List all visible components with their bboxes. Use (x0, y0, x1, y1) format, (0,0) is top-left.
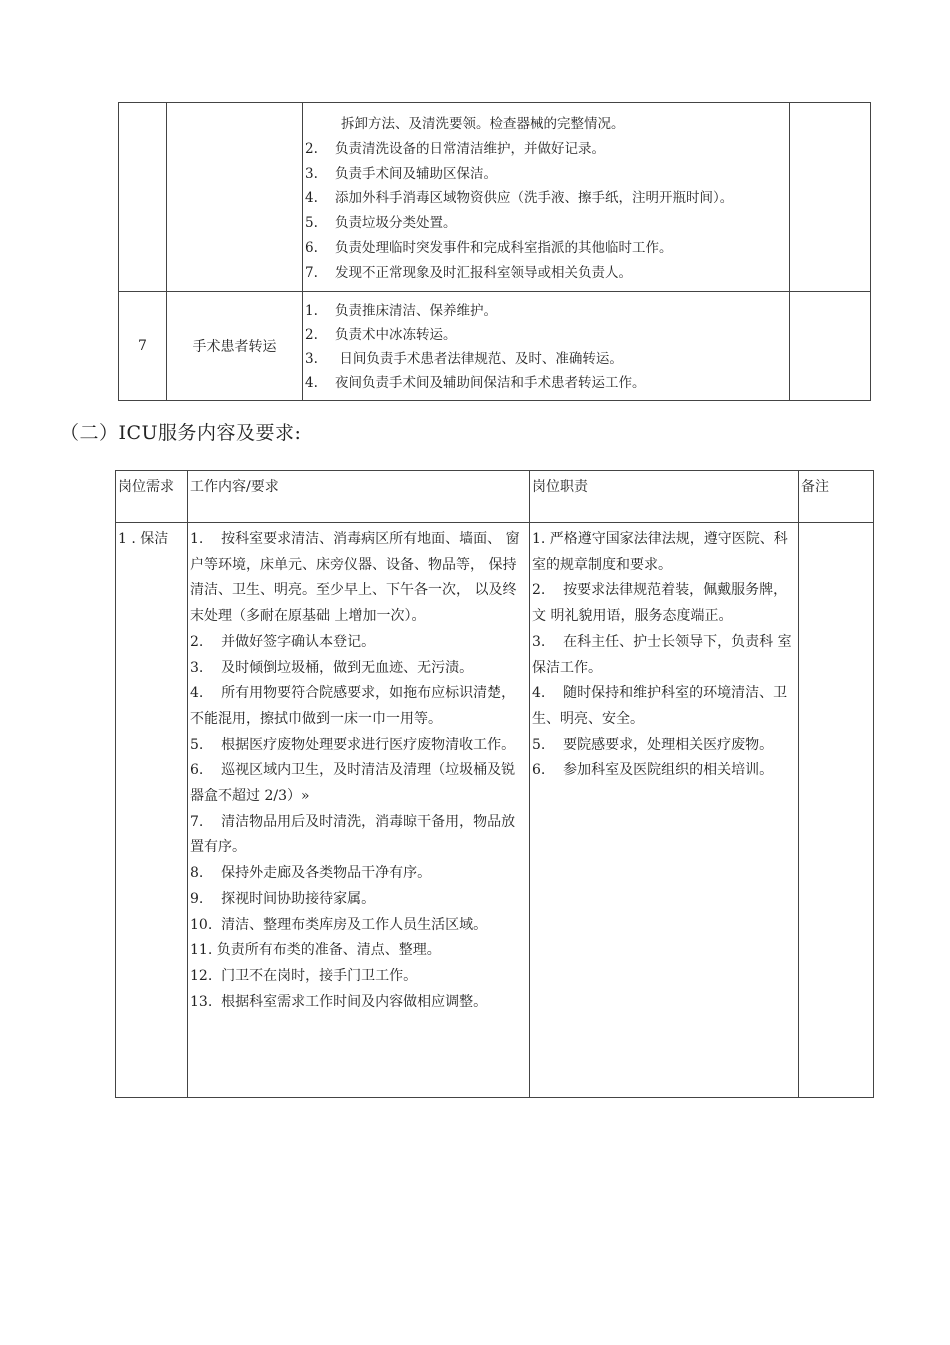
table-cell-num (119, 103, 167, 292)
icu-service-table (115, 470, 874, 1098)
header-note: 备注 (799, 471, 874, 523)
list-item: 拆卸方法、及清洗要领。检查器械的完整情况。 (341, 116, 625, 132)
header-duty: 岗位职责 (530, 471, 799, 523)
list-item: 4. 夜间负责手术间及辅助间保洁和手术患者转运工作。 (305, 375, 646, 391)
list-item: 1. 按科室要求清洁、消毒病区所有地面、墙面、 窗户等环境，床单元、床旁仪器、设备、物品等， 保持清洁、卫生、明亮。至少早上、下午各一次， 以及终末处理（多耐在原基础 上增加一次）。 (190, 531, 520, 625)
table-cell-content (303, 103, 790, 292)
list-item: 2. 按要求法律规范着装，佩戴服务牌，文 明礼貌用语，服务态度端正。 (532, 582, 788, 625)
list-item: 4. 添加外科手消毒区域物资供应（洗手液、擦手纸，注明开瓶时间）。 (305, 190, 734, 206)
table-cell-content (188, 523, 530, 1098)
list-item: 7. 清洁物品用后及时清洗，消毒晾干备用，物品放置有序。 (190, 813, 516, 856)
table-cell-content (303, 292, 790, 401)
list-item: 13. 根据科室需求工作时间及内容做相应调整。 (190, 993, 488, 1010)
list-item: 4. 随时保持和维护科室的环境清洁、卫生、明亮、安全。 (532, 685, 788, 727)
table-row (119, 103, 871, 292)
list-item: 10. 清洁、整理布类库房及工作人员生活区域。 (190, 916, 488, 933)
table-row (116, 523, 874, 1098)
list-item: 11. 负责所有布类的准备、清点、整理。 (190, 942, 441, 959)
list-item: 2. 负责清洗设备的日常清洁维护，并做好记录。 (305, 141, 606, 157)
list-item: 5. 负责垃圾分类处置。 (305, 215, 457, 231)
list-item: 3. 及时倾倒垃圾桶，做到无血迹、无污渍。 (190, 659, 474, 676)
list-item: 6. 负责处理临时突发事件和完成科室指派的其他临时工作。 (305, 240, 673, 256)
table-cell-name (167, 103, 303, 292)
table-cell-name: 手术患者转运 (167, 292, 303, 401)
list-item: 2. 负责术中冰冻转运。 (305, 327, 457, 343)
table-cell-duty (530, 523, 799, 1098)
section-title: （二）ICU服务内容及要求: (60, 422, 302, 444)
list-item: 5. 要院感要求，处理相关医疗废物。 (532, 736, 774, 753)
list-item: 3. 在科主任、护士长领导下，负责科 室保洁工作。 (532, 633, 792, 676)
header-content: 工作内容/要求 (188, 471, 530, 523)
table-header-row (116, 471, 874, 523)
list-item: 6. 参加科室及医院组织的相关培训。 (532, 762, 774, 779)
list-item: 9. 探视时间协助接待家属。 (190, 890, 376, 907)
table-cell-note (799, 523, 874, 1098)
table-cell-num: 7 (119, 292, 167, 401)
table-cell-post: 1 . 保洁 (116, 523, 188, 1098)
list-item: 4. 所有用物要符合院感要求，如拖布应标识清楚，不能混用，擦拭巾做到一床一巾一用等。 (190, 685, 516, 727)
list-item: 7. 发现不正常现象及时汇报科室领导或相关负责人。 (305, 265, 633, 281)
header-post: 岗位需求 (116, 471, 188, 523)
list-item: 1. 负责推床清洁、保养维护。 (305, 303, 498, 319)
list-item: 12. 门卫不在岗时，接手门卫工作。 (190, 967, 418, 984)
table-row (119, 292, 871, 401)
table-cell-note (790, 103, 871, 292)
list-item: 5. 根据医疗废物处理要求进行医疗废物清收工作。 (190, 736, 516, 753)
list-item: 8. 保持外走廊及各类物品干净有序。 (190, 865, 432, 882)
list-item: 3. 负责手术间及辅助区保洁。 (305, 166, 498, 182)
list-item: 1. 严格遵守国家法律法规，遵守医院、科室的规章制度和要求。 (532, 531, 788, 573)
list-item: 3. 日间负责手术患者法律规范、及时、准确转运。 (305, 351, 623, 367)
surgery-service-table (118, 102, 871, 401)
list-item: 2. 并做好签字确认本登记。 (190, 633, 376, 650)
list-item: 6. 巡视区域内卫生，及时清洁及清理（垃圾桶及锐器盒不超过 2/3）» (190, 762, 516, 805)
table-cell-note (790, 292, 871, 401)
